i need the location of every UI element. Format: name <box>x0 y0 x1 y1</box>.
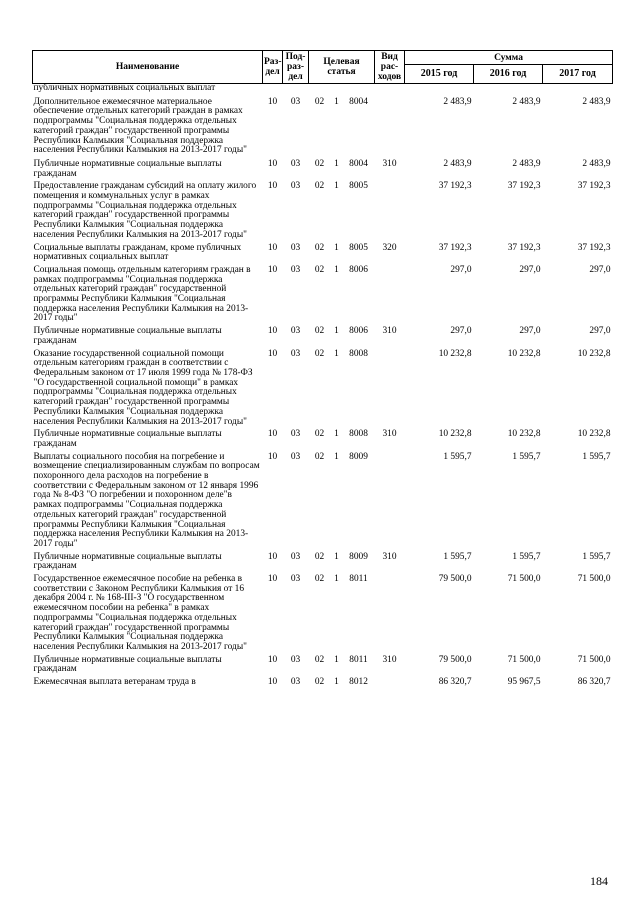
row-expense-type <box>375 675 405 688</box>
row-razdel: 10 <box>267 181 278 192</box>
row-expense-type <box>375 450 405 550</box>
row-name: Ежемесячная выплата ветеранам труда в <box>33 677 196 688</box>
row-sum-2015: 10 232,8 <box>438 429 472 440</box>
row-expense-type: 310 <box>382 429 397 440</box>
table-row <box>33 675 613 688</box>
row-sum-2016: 10 232,8 <box>507 348 541 359</box>
row-sum-2016: 2 483,9 <box>512 96 541 107</box>
row-sum-2016: 37 192,3 <box>507 181 541 192</box>
row-podrazdel: 03 <box>290 96 301 107</box>
row-razdel: 10 <box>267 264 278 275</box>
row-target-program: 02 <box>314 429 325 440</box>
row-target-subprogram: 1 <box>334 96 339 107</box>
row-podrazdel: 03 <box>290 348 301 359</box>
row-expense-type: 310 <box>382 326 397 337</box>
row-sum-2017: 10 232,8 <box>577 348 611 359</box>
row-target-code: 8004 <box>349 96 368 107</box>
row-expense-type <box>375 572 405 653</box>
row-sum-2016: 71 500,0 <box>507 654 541 665</box>
row-name: Публичные нормативные социальные выплаты гражданам <box>33 551 222 572</box>
row-target-code <box>343 84 375 94</box>
row-podrazdel <box>283 84 309 94</box>
row-razdel: 10 <box>267 574 278 585</box>
row-sum-2016: 297,0 <box>519 326 541 337</box>
row-name: Публичные нормативные социальные выплаты гражданам <box>33 429 222 449</box>
row-target-subprogram: 1 <box>334 326 339 337</box>
row-target-code: 8012 <box>349 677 368 688</box>
row-podrazdel: 03 <box>290 574 301 585</box>
page-number: 184 <box>590 874 608 888</box>
row-sum-2016: 10 232,8 <box>507 429 541 440</box>
row-name: Дополнительное ежемесячное материальное обеспечение отдельных категорий граждан в рамках подпрограммы "Социальная поддержка отдельных категорий граждан" государственной программы Республики Калмыкия "Социальная поддержка населения Республики Калмыкия на 2013-2017 годы" <box>33 96 247 156</box>
row-target-code: 8005 <box>349 181 368 192</box>
table-row <box>33 427 613 449</box>
table-header <box>33 51 613 84</box>
row-target-program: 02 <box>314 451 325 462</box>
table-row <box>33 450 613 550</box>
row-target-subprogram: 1 <box>334 551 339 562</box>
row-expense-type <box>375 84 405 94</box>
budget-table <box>32 50 613 688</box>
row-sum-2017: 1 595,7 <box>582 551 611 562</box>
row-name: Публичные нормативные социальные выплаты гражданам <box>33 326 222 346</box>
row-sum-2015: 79 500,0 <box>438 654 472 665</box>
row-target-program: 02 <box>314 654 325 665</box>
table-body <box>33 84 613 688</box>
row-sum-2015: 297,0 <box>450 264 472 275</box>
row-sum-2015: 2 483,9 <box>443 96 472 107</box>
row-target-code: 8009 <box>349 451 368 462</box>
row-target-program <box>309 84 331 94</box>
row-sum-2016: 1 595,7 <box>512 551 541 562</box>
row-target-subprogram: 1 <box>334 574 339 585</box>
row-sum-2017: 2 483,9 <box>582 96 611 107</box>
row-razdel: 10 <box>267 242 278 253</box>
header-year-2017: 2017 год <box>543 65 613 84</box>
row-sum-2017: 1 595,7 <box>582 451 611 462</box>
row-target-code: 8006 <box>349 264 368 275</box>
row-podrazdel: 03 <box>290 326 301 337</box>
row-sum-2017: 37 192,3 <box>577 242 611 253</box>
table-row <box>33 179 613 240</box>
row-target-code: 8011 <box>349 574 368 585</box>
row-target-subprogram <box>331 84 343 94</box>
row-sum-2017: 2 483,9 <box>582 158 611 169</box>
header-year-2015: 2015 год <box>405 65 474 84</box>
row-target-code: 8009 <box>349 551 368 562</box>
row-sum-2015: 297,0 <box>450 326 472 337</box>
row-podrazdel: 03 <box>290 181 301 192</box>
header-razdel: Раз- дел <box>263 51 283 84</box>
row-podrazdel: 03 <box>290 158 301 169</box>
row-podrazdel: 03 <box>290 264 301 275</box>
row-podrazdel: 03 <box>290 677 301 688</box>
row-name: Публичные нормативные социальные выплаты гражданам <box>33 654 222 675</box>
row-sum-2015 <box>405 84 474 94</box>
table-row <box>33 653 613 675</box>
row-razdel: 10 <box>267 158 278 169</box>
row-sum-2015: 86 320,7 <box>438 677 472 688</box>
row-expense-type <box>375 263 405 324</box>
row-target-program: 02 <box>314 348 325 359</box>
row-razdel: 10 <box>267 429 278 440</box>
row-target-program: 02 <box>314 326 325 337</box>
header-target-article: Целевая статья <box>309 51 375 84</box>
row-razdel: 10 <box>267 654 278 665</box>
row-sum-2016: 1 595,7 <box>512 451 541 462</box>
row-name: Государственное ежемесячное пособие на ребенка в соответствии с Законом Республики Калмыкия от 16 декабря 2004 г. № 168-III-З "О государственном ежемесячном пособии на ребенка" в рамках подпрограммы "Социальная поддержка отдельных категорий граждан" государственной программы Республики Калмыкия "Социальная поддержка населения Республики Калмыкия на 2013-2017 годы" <box>33 574 247 652</box>
row-name: Социальная помощь отдельным категориям граждан в рамках подпрограммы "Социальная поддержка отдельных категорий граждан" государственной программы Республики Калмыкия "Социальная поддержка населения Республики Калмыкия на 2013-2017 годы" <box>33 264 251 324</box>
row-sum-2017: 10 232,8 <box>577 429 611 440</box>
row-sum-2017: 37 192,3 <box>577 181 611 192</box>
row-podrazdel: 03 <box>290 451 301 462</box>
header-year-2016: 2016 год <box>474 65 543 84</box>
row-target-subprogram: 1 <box>334 429 339 440</box>
row-name: публичных нормативных социальных выплат <box>33 83 216 93</box>
row-target-subprogram: 1 <box>334 242 339 253</box>
table-row <box>33 84 613 94</box>
row-name: Оказание государственной социальной помощи отдельным категориям граждан в соответствии с Федеральным законом от 17 июля 1999 года № 178-ФЗ "О государственной социальной помощи" в рамках подпрограммы "Социальная поддержка отдельных категорий граждан" государственной программы Республики Калмыкия "Социальная поддержка населения Республики Калмыкия на 2013-2017 годы" <box>33 348 253 427</box>
row-name: Социальные выплаты гражданам, кроме публичных нормативных социальных выплат <box>33 242 242 263</box>
row-razdel: 10 <box>267 451 278 462</box>
row-razdel <box>263 84 283 94</box>
row-target-program: 02 <box>314 677 325 688</box>
row-razdel: 10 <box>267 677 278 688</box>
row-name: Выплаты социального пособия на погребение и возмещение специализированным службам по вопросам похоронного дела расходов на погребение в соответствии с Федеральным законом от 12 января 1996 года № 8-ФЗ "О погребении и похоронном деле"в рамках подпрограммы "Социальная поддержка отдельных категорий граждан" государственной программы Республики Калмыкия "Социальная поддержка населения Республики Калмыкия на 2013-2017 годы" <box>33 451 260 549</box>
row-expense-type <box>375 94 405 156</box>
row-expense-type: 310 <box>382 158 397 169</box>
row-target-code: 8006 <box>349 326 368 337</box>
row-sum-2015: 79 500,0 <box>438 574 472 585</box>
row-sum-2016: 2 483,9 <box>512 158 541 169</box>
row-sum-2017: 86 320,7 <box>577 677 611 688</box>
table-row <box>33 347 613 428</box>
table-row <box>33 94 613 156</box>
header-sum: Сумма <box>405 51 613 65</box>
row-sum-2016: 37 192,3 <box>507 242 541 253</box>
table-row <box>33 324 613 346</box>
row-sum-2016 <box>474 84 543 94</box>
header-expense-type: Вид рас- ходов <box>375 51 405 84</box>
row-razdel: 10 <box>267 551 278 562</box>
row-target-code: 8004 <box>349 158 368 169</box>
table-row <box>33 263 613 324</box>
row-razdel: 10 <box>267 326 278 337</box>
row-target-code: 8011 <box>349 654 368 665</box>
row-expense-type: 310 <box>382 551 397 562</box>
row-sum-2016: 71 500,0 <box>507 574 541 585</box>
table-row <box>33 156 613 179</box>
row-podrazdel: 03 <box>290 551 301 562</box>
row-sum-2016: 297,0 <box>519 264 541 275</box>
row-target-code: 8008 <box>349 348 368 359</box>
row-target-subprogram: 1 <box>334 451 339 462</box>
row-target-subprogram: 1 <box>334 264 339 275</box>
row-sum-2017: 297,0 <box>589 326 611 337</box>
table-row <box>33 241 613 263</box>
row-target-subprogram: 1 <box>334 654 339 665</box>
row-sum-2017: 71 500,0 <box>577 574 611 585</box>
row-name: Предоставление гражданам субсидий на оплату жилого помещения и коммунальных услуг в рамках подпрограммы "Социальная поддержка отдельных категорий граждан" государственной программы Республики Калмыкия "Социальная поддержка населения Республики Калмыкия на 2013-2017 годы" <box>33 181 257 240</box>
row-razdel: 10 <box>267 96 278 107</box>
row-target-program: 02 <box>314 264 325 275</box>
row-sum-2017: 297,0 <box>589 264 611 275</box>
table-row <box>33 572 613 653</box>
header-podrazdel: Под- раз- дел <box>283 51 309 84</box>
row-target-subprogram: 1 <box>334 181 339 192</box>
row-target-subprogram: 1 <box>334 677 339 688</box>
row-target-program: 02 <box>314 158 325 169</box>
row-sum-2016: 95 967,5 <box>507 677 541 688</box>
row-sum-2015: 1 595,7 <box>443 551 472 562</box>
row-target-subprogram: 1 <box>334 158 339 169</box>
row-podrazdel: 03 <box>290 429 301 440</box>
row-razdel: 10 <box>267 348 278 359</box>
row-name: Публичные нормативные социальные выплаты гражданам <box>33 158 222 179</box>
row-podrazdel: 03 <box>290 242 301 253</box>
header-name: Наименование <box>33 51 263 84</box>
row-target-program: 02 <box>314 181 325 192</box>
row-target-program: 02 <box>314 551 325 562</box>
row-expense-type: 310 <box>382 654 397 665</box>
row-sum-2015: 2 483,9 <box>443 158 472 169</box>
row-sum-2015: 1 595,7 <box>443 451 472 462</box>
row-expense-type: 320 <box>382 242 397 253</box>
row-expense-type <box>375 347 405 428</box>
row-target-program: 02 <box>314 96 325 107</box>
row-target-subprogram: 1 <box>334 348 339 359</box>
row-expense-type <box>375 179 405 240</box>
row-target-program: 02 <box>314 242 325 253</box>
row-sum-2015: 10 232,8 <box>438 348 472 359</box>
row-sum-2017 <box>543 84 613 94</box>
row-target-code: 8005 <box>349 242 368 253</box>
row-sum-2015: 37 192,3 <box>438 242 472 253</box>
row-sum-2017: 71 500,0 <box>577 654 611 665</box>
table-row <box>33 550 613 572</box>
row-podrazdel: 03 <box>290 654 301 665</box>
row-sum-2015: 37 192,3 <box>438 181 472 192</box>
row-target-program: 02 <box>314 574 325 585</box>
row-target-code: 8008 <box>349 429 368 440</box>
